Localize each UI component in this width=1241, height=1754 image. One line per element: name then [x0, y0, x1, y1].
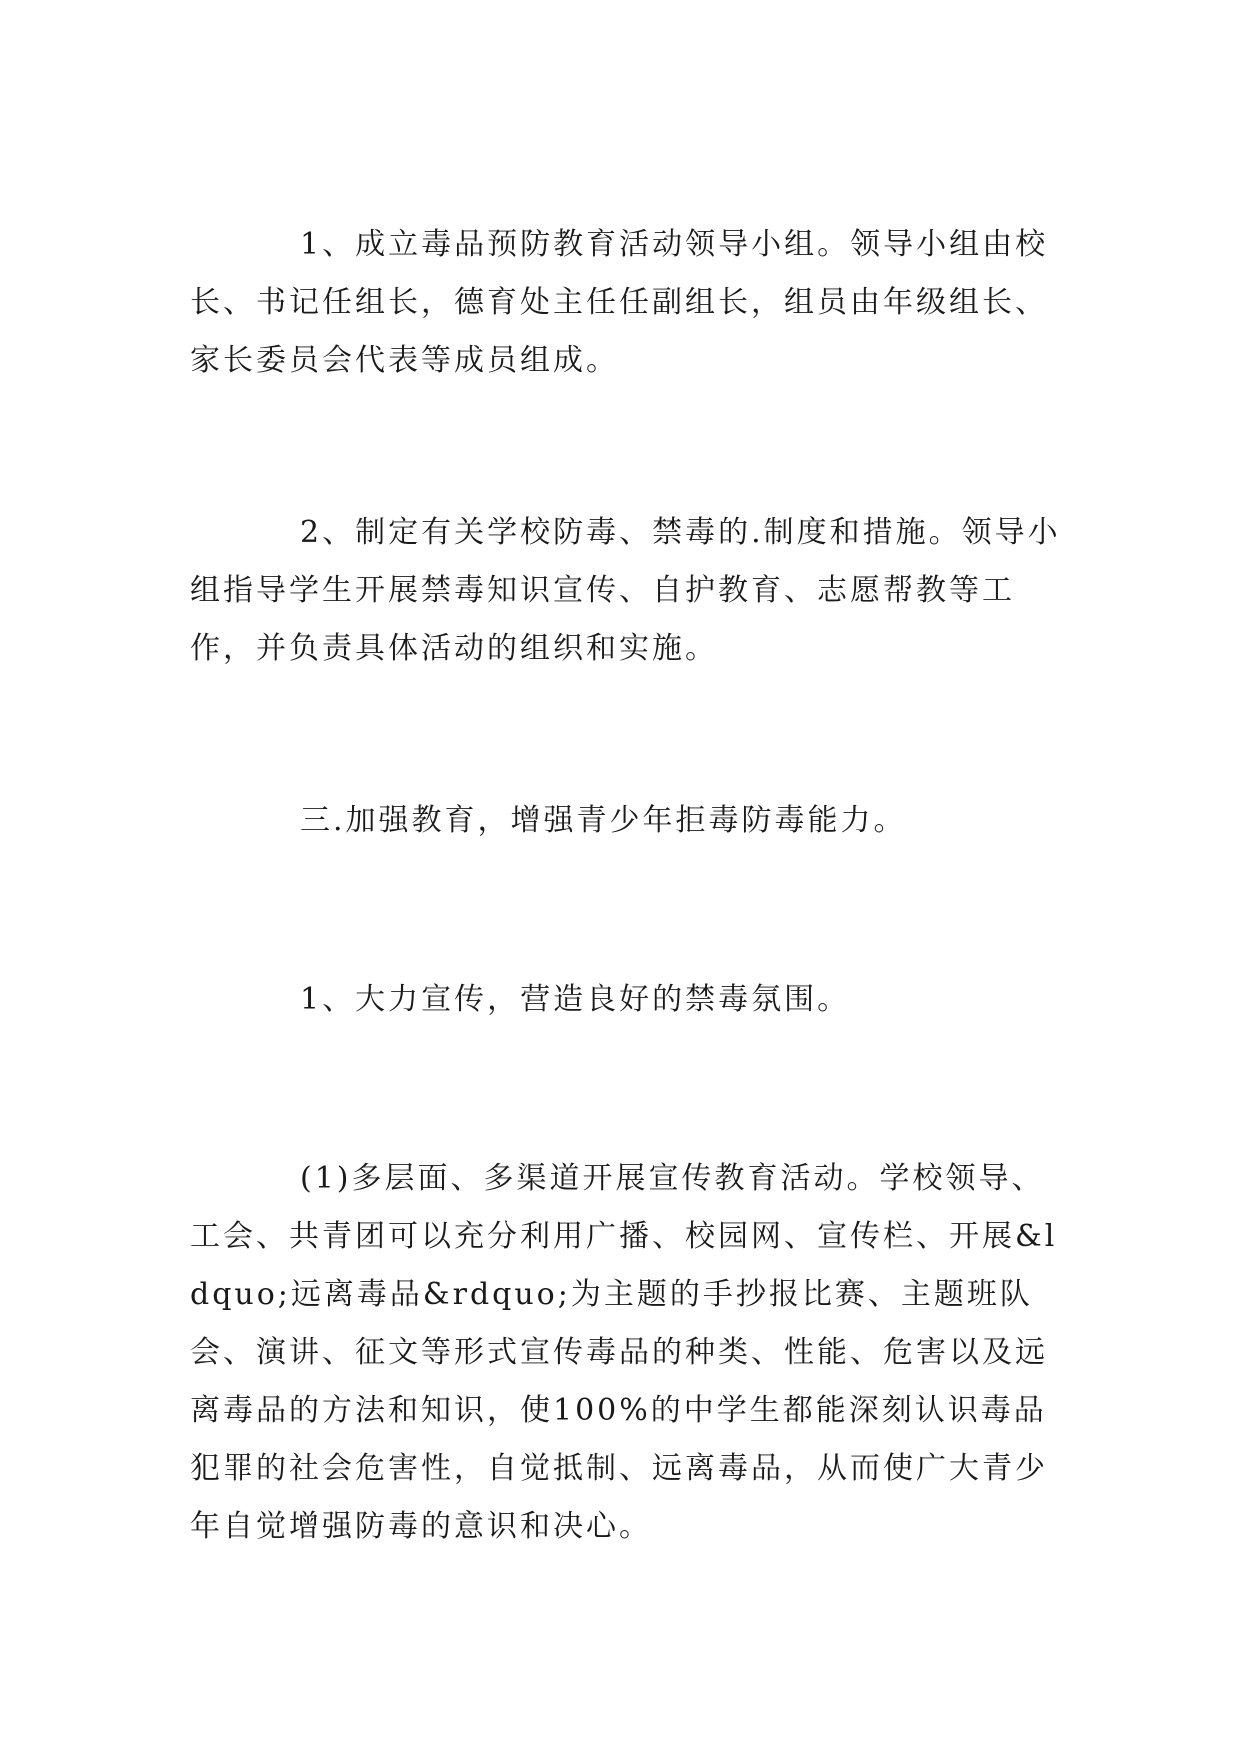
paragraph-rules-measures: 2、制定有关学校防毒、禁毒的.制度和措施。领导小组指导学生开展禁毒知识宣传、自护教育、志愿帮教等工作，并负责具体活动的组织和实施。 [190, 515, 1061, 666]
paragraph-publicity: 1、大力宣传，营造良好的禁毒氛围。 [300, 982, 851, 1017]
section-heading-education: 三.加强教育，增强青少年拒毒防毒能力。 [300, 803, 907, 838]
paragraph-multi-channel-activities: (1)多层面、多渠道开展宣传教育活动。学校领导、工会、共青团可以充分利用广播、校园网、宣传栏、开展&ldquo;远离毒品&rdquo;为主题的手抄报比赛、主题班队会、演讲、征文等形式宣传毒品的种类、性能、危害以及远离毒品的方法和知识，使100%的中学生都能深刻认识毒品犯罪的社会危害性，自觉抵制、远离毒品，从而使广大青少年自觉增强防毒的意识和决心。 [190, 1161, 1058, 1544]
paragraph-leadership-group: 1、成立毒品预防教育活动领导小组。领导小组由校长、书记任组长，德育处主任任副组长，组员由年级组长、家长委员会代表等成员组成。 [190, 227, 1049, 378]
